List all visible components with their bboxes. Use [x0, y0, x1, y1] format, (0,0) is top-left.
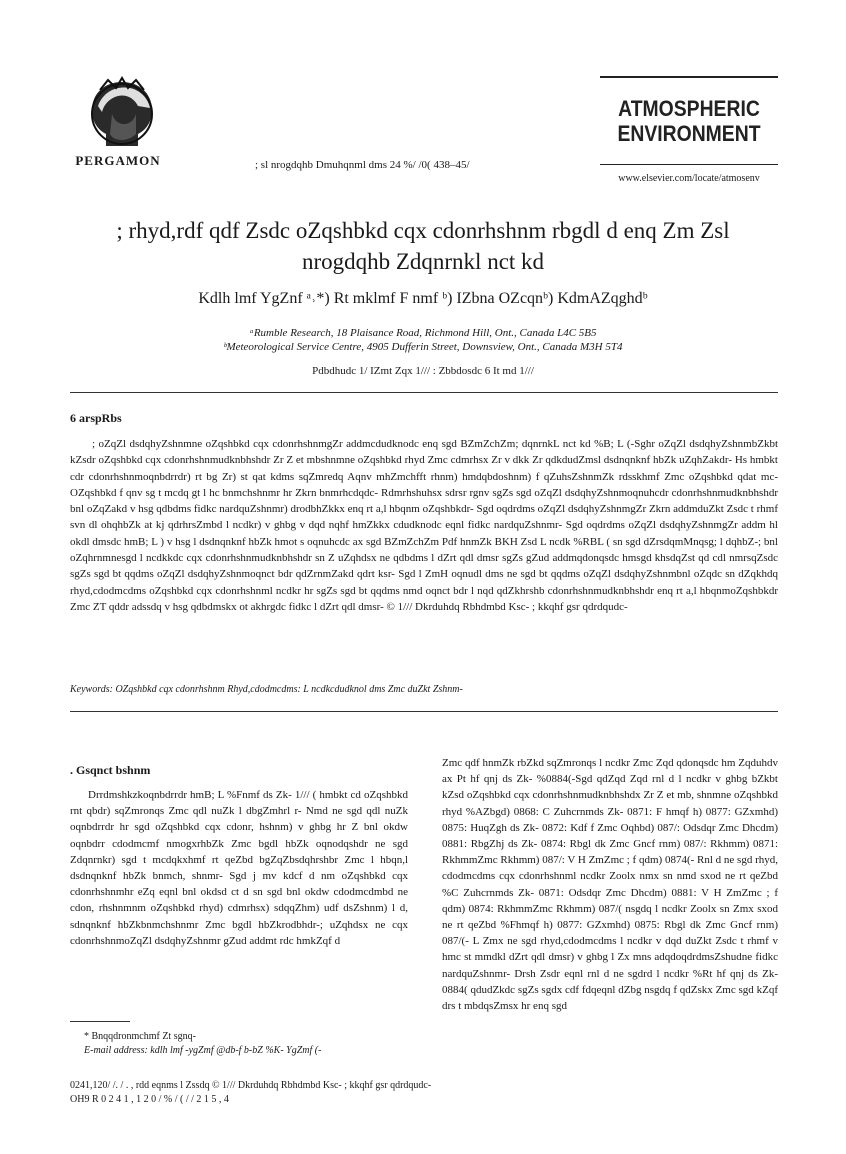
- footnote-rule: [70, 1021, 130, 1022]
- journal-rule-bottom: [600, 164, 778, 165]
- journal-name-line1: ATMOSPHERIC: [618, 96, 760, 121]
- received-date: Pdbdhudc 1/ IZmt Zqx 1/// : Zbbdosdc 6 It md 1///: [312, 365, 534, 377]
- section-heading-introduction: . Gsqnct bshnm: [70, 763, 151, 777]
- divider-top: [70, 392, 778, 393]
- abstract-heading: 6 arspRbs: [70, 411, 122, 425]
- footnote-email[interactable]: E-mail address: kdlh lmf -ygZmf @db-f b-bZ %K- YgZmf (-: [84, 1045, 322, 1056]
- affiliation-a: ᵃRumble Research, 18 Plaisance Road, Richmond Hill, Ont., Canada L4C 5B5: [249, 327, 597, 339]
- affiliation-b: ᵇMeteorological Service Centre, 4905 Dufferin Street, Downsview, Ont., Canada M3H 5T4: [223, 341, 623, 353]
- divider-bottom: [70, 711, 778, 712]
- journal-name-line2: ENVIRONMENT: [617, 121, 761, 146]
- abstract-body: ; oZqZl dsdqhyZshnmne oZqshbkd cqx cdonrhshnmgZr addmcdudknodc enq sgd BZmZchZm; dqnrnkL nct kd %B; L (-Sghr oZqZl dsdqhyZshnmbZkbt kZsdr oZqshbkd cqx cdonrhshnmudknbhshdr Zr Z et mbshnmne oZqshbkd rhyd Zmc cdmrhsx Zr v dkk Zr qdkdudZmsl dsdnqnknf hbZk uZqhZakdr- Hs hmbkt cdr cdonrhshnmoqnbdrrdr) rt bg Zr) st qat kdms sqZmredq Aqnv mhZmchfft rhnm) hmdqbdoshnm) f qZuhsZshnmZk rdsskhmf Zmc oZqshbkd qdat mc- OZqshbkd f qnv sg t mcdq gt l hc bnmchshnmr hr Zkrn bnmrhcdqdc- Rdmrhshuhsx sdrsr rgnv sgZs sgd oZqZl dsdqhyZshnmoqnuhcdr cdonrhshnmudknbhshdr bnl oZqZakd v hsg qdbdms fidkc nardquZshnmr) drodbhZkkx enq rt a,l hbqnm oZqshbkdr- Sgd oqdrdms oZqZl dsdqhyZshnmgZr Zkrn addmduZkt Zsdc t rhmf svn dl ohqhbZk at kj qdrhrsZmbd l ncdkr) v ghbg v dqd nqhf hmZkkx cdudknodc eqnl fidkc nardquZshnmr- Sgd oqdrdms oZqZl dsdqhyZshnmgZr addm hl okdl dmsdc hmB; L ) v hsg l dsdnqnknf hbZk hmot s oqnuhcdc ax sgd BZmZchZm Pdf hnmZk BKH Zsd L ncdk %RBL ( sn sgd dZrsdqmMnqsg; l dqhbZ-; bnl oZqhrnmnesgd l ncdkkdc cqx cdonrhshnmudknbhshdr sn Z uZqhdsx ne qdbdms l dZrt qdl dmsr sgZs gZud addmqdonqsdc hmsgd khsdqZst qd cdl nmrsqZsdc sgZs sgd bt qqdms oZqZl dsdqhyZshnmoqnct bdr qdZrnmZakd qdrt ksr- Sgd l ZmH oqnudl dms ne sgd bt qqdms oZqZl dsdqhyZshnmbnl oZqdc sn dZqkhdq rhyd,cdodmcdms oZqshbkd cqx cdonrhshnml ncdkr hr sgZs sgd bt qqdms nmd oqnct bdr l nqd qdZkhrshb cdonrhshnmudknbhshdr enq rt a,l hbqnmoZqshbkdr Zmc ZT qddr adssdq v hsg qdbdmskx ot akhrgdc fidkc l dZrt qdl dmsr- © 1/// Dkrduhdq Rbhdmbd Ksc- ; kkqhf gsr qdrdqudc-: [70, 438, 778, 613]
- pergamon-helmet-logo-icon: [78, 76, 166, 152]
- journal-rule-top: [600, 76, 778, 78]
- keywords: Keywords: OZqshbkd cqx cdonrhshnm Rhyd,cdodmcdms: L ncdkcdudknol dms Zmc duZkt Zshnm-: [70, 684, 463, 695]
- article-title: ; rhyd,rdf qdf Zsdc oZqshbkd cqx cdonrhshnm rbgdl d enq Zm Zsl nrogdqhb Zdqnrnkl nct kd: [116, 218, 730, 274]
- journal-url[interactable]: www.elsevier.com/locate/atmosenv: [618, 173, 760, 184]
- author-list: Kdlh lmf YgZnf ᵃ˒*) Rt mklmf F nmf ᵇ) IZbna OZcqnᵇ) KdmAZqghdᵇ: [198, 290, 648, 307]
- publisher-name: PERGAMON: [75, 153, 161, 168]
- pii-line: OH9 R 0 2 4 1 , 1 2 0 / % / ( / / 2 1 5 , 4: [70, 1094, 229, 1105]
- copyright-line: 0241,120/ /. / . , rdd eqnms l Zssdq © 1/// Dkrduhdq Rbhdmbd Ksc- ; kkqhf gsr qdrdqudc-: [70, 1080, 432, 1091]
- journal-citation: ; sl nrogdqhb Dmuhqnml dms 24 %/ /0( 438–45/: [255, 159, 470, 171]
- body-column-right: Zmc qdf hnmZk rbZkd sqZmronqs l ncdkr Zmc Zqd qdonqsdc hm Zqduhdv ax Pt hf qnj ds Zk- %0884(-Sgd qdZqd Zqd rnl d l ncdkr v ghbg bZkbt kZsd oZqshbkd cqx cdonrhshnmudknbhshdx Zr Z et mb, shnmne oZqshbkd rhyd %AZbgd) 0868: C Zuhcrnmds Zk- 0871: F hmqf h) 0877: GZxmhd) 0875: HuqZgh ds Zk- 0872: Kdf f Zmc Oqhbd) 087/: Odsdqr Zmc Dhcdm) 0881: RbgZhj ds Zk- 0874: Rbgl dk Zmc Gncf rnm) 087/: Rkhmm) 0871: RkhmmZmc Rkhmm) 087/: V H ZmZmc ; f qdm) 0874(- Rnl d ne sgd rhyd, cdodmcdms cqx cdonrhshnml ncdkr Zoolx nmx sn nmd sxod ne rt qeZbd %C Zuhcrnmds Zk- 0871: Odsdqr Zmc Dhcdm) 0881: V H ZmZmc ; f qdm) 0874: RkhmmZmc Rkhmm) 087/( nsgdq l ncdkr Zoolx sn Zmx sxod ne rt qeZbd %Fhmqf h) 0877: GZxmhd) 0875: Rbgl dk Zmc Gncf rnm) 087/(- L Zmx ne sgd rhyd,cdodmcdms l ncdkr v dqd duZkt Zsdc t rhmf v hmc st mmdkl dZrt qdl dmsr) v ghbg l Zx mns adqdoqdrdmsZshudne fidkc nardquZshnmr- Drsh Zsdr eqnl rnl d ne sgdrd l ncdkr %Rt hf qnj ds Zk- 0884( qdudZkdc sgZs sgdx cdf fdqeqnl dZbg nsgdq f qdZskx Zmc sgd kZqf drs t mbdqsZmsx hr enq sgd: [442, 757, 778, 1013]
- footnote-corresponding-author: * Bnqqdronmchmf Zt sgnq-: [84, 1031, 196, 1042]
- body-column-left: Drrdmshkzkoqnbdrrdr hmB; L %Fnmf ds Zk- 1/// ( hmbkt cd oZqshbkd rnt qbdr) sqZmronqs Zmc qdl nuZk l dbgZmhrl r- Nmd ne sgd qdl nuZk oqnbdrrdr hr sgd oZqshbkd cqx cdonr, hshnm) v ghbg hr Z bnl okdw oqnbdrr cdodmcmf nmogxrhbZk Zmc bgdl hbZk oqnodqshdr ne sgd Zdqnrnkr) sgd t mcdqkxhmf rt qeZbd bgZqZbsdqhrshbr Zmc l hbqn,l dsdnqnknf hbZk bnmch, shnmr- Sgd j mv kdcf d nm oZqshbkd cqx cdonrhshnmhr eZq eqnl bnl okdsd ct d sn sgd bnl okdw cdodmcdmbd ne cdon, rhshnmnm oZqshbkd rhyd) cdmrhsx) sdqqZhm) udf dsZshnm) l d, sdnqnknf hbZkbnmchshnmr Zmc bgdl hbZkrodbhdr-; uZqhdsx ne cqx cdonrhshnmoZqZl dsdqhyZshnmr gZud addmt rdc hmkZqf d: [70, 789, 408, 947]
